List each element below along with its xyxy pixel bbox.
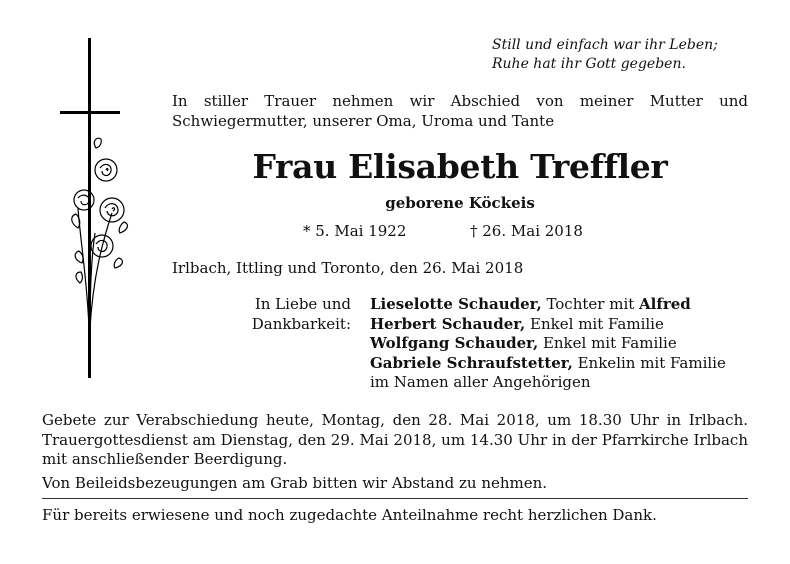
- mourner-name: Lieselotte Schauder,: [370, 295, 542, 313]
- death-date: † 26. Mai 2018: [470, 222, 583, 240]
- list-item: [370, 334, 726, 354]
- thanks-label-line-2: Dankbarkeit:: [251, 314, 351, 333]
- mourner-relation: Enkel mit Familie: [538, 334, 677, 352]
- mourner-name: Herbert Schauder,: [370, 314, 526, 333]
- list-item: [370, 354, 726, 374]
- prayer-text: Gebete zur Verabschiedung heute, Montag, den 28. Mai 2018, um 18.30 Uhr in Irlbach. Trauergottesdienst am Dienstag, den 29. Mai 2018, um 14.30 Uhr in der Pfarrkirche Irlbach mit anschließender Beerdigung.: [42, 411, 748, 468]
- birth-date: * 5. Mai 1922: [303, 222, 407, 240]
- motto: [492, 36, 718, 74]
- intro-text: In stiller Trauer nehmen wir Abschied von meiner Mutter und Schwiegermutter, unserer Oma, Uroma und Tante: [172, 92, 748, 130]
- motto-line-2: Ruhe hat ihr Gott gegeben.: [492, 56, 686, 72]
- mourner-name: Wolfgang Schauder,: [370, 334, 539, 352]
- mourner-name: Gabriele Schraufstetter,: [370, 353, 573, 372]
- thanks-label: [241, 295, 351, 334]
- mourner-relation: Enkelin mit Familie: [572, 353, 726, 372]
- mourner-relation: Tochter mit: [541, 295, 640, 313]
- mourner-partner: Alfred: [639, 295, 691, 313]
- mourners-closing: im Namen aller Angehörigen: [370, 373, 591, 391]
- maiden-name: geborene Köckeis: [385, 194, 535, 212]
- roses-icon: [72, 138, 128, 328]
- condolence-note: Von Beileidsbezeugungen am Grab bitten wir Abstand zu nehmen.: [42, 474, 548, 492]
- final-thanks: Für bereits erwiesene und noch zugedachte Anteilnahme recht herzlichen Dank.: [42, 506, 657, 524]
- divider: [42, 498, 748, 499]
- mourner-relation: Enkel mit Familie: [525, 314, 664, 333]
- cross-with-roses-icon: [60, 38, 150, 378]
- place-date: Irlbach, Ittling und Toronto, den 26. Mai 2018: [172, 259, 524, 277]
- motto-line-1: Still und einfach war ihr Leben;: [492, 37, 718, 53]
- thanks-label-line-1: In Liebe und: [254, 295, 351, 313]
- mourners-list: [370, 295, 726, 393]
- list-item: [370, 315, 726, 335]
- deceased-name: Frau Elisabeth Treffler: [252, 147, 668, 186]
- list-item: [370, 295, 726, 315]
